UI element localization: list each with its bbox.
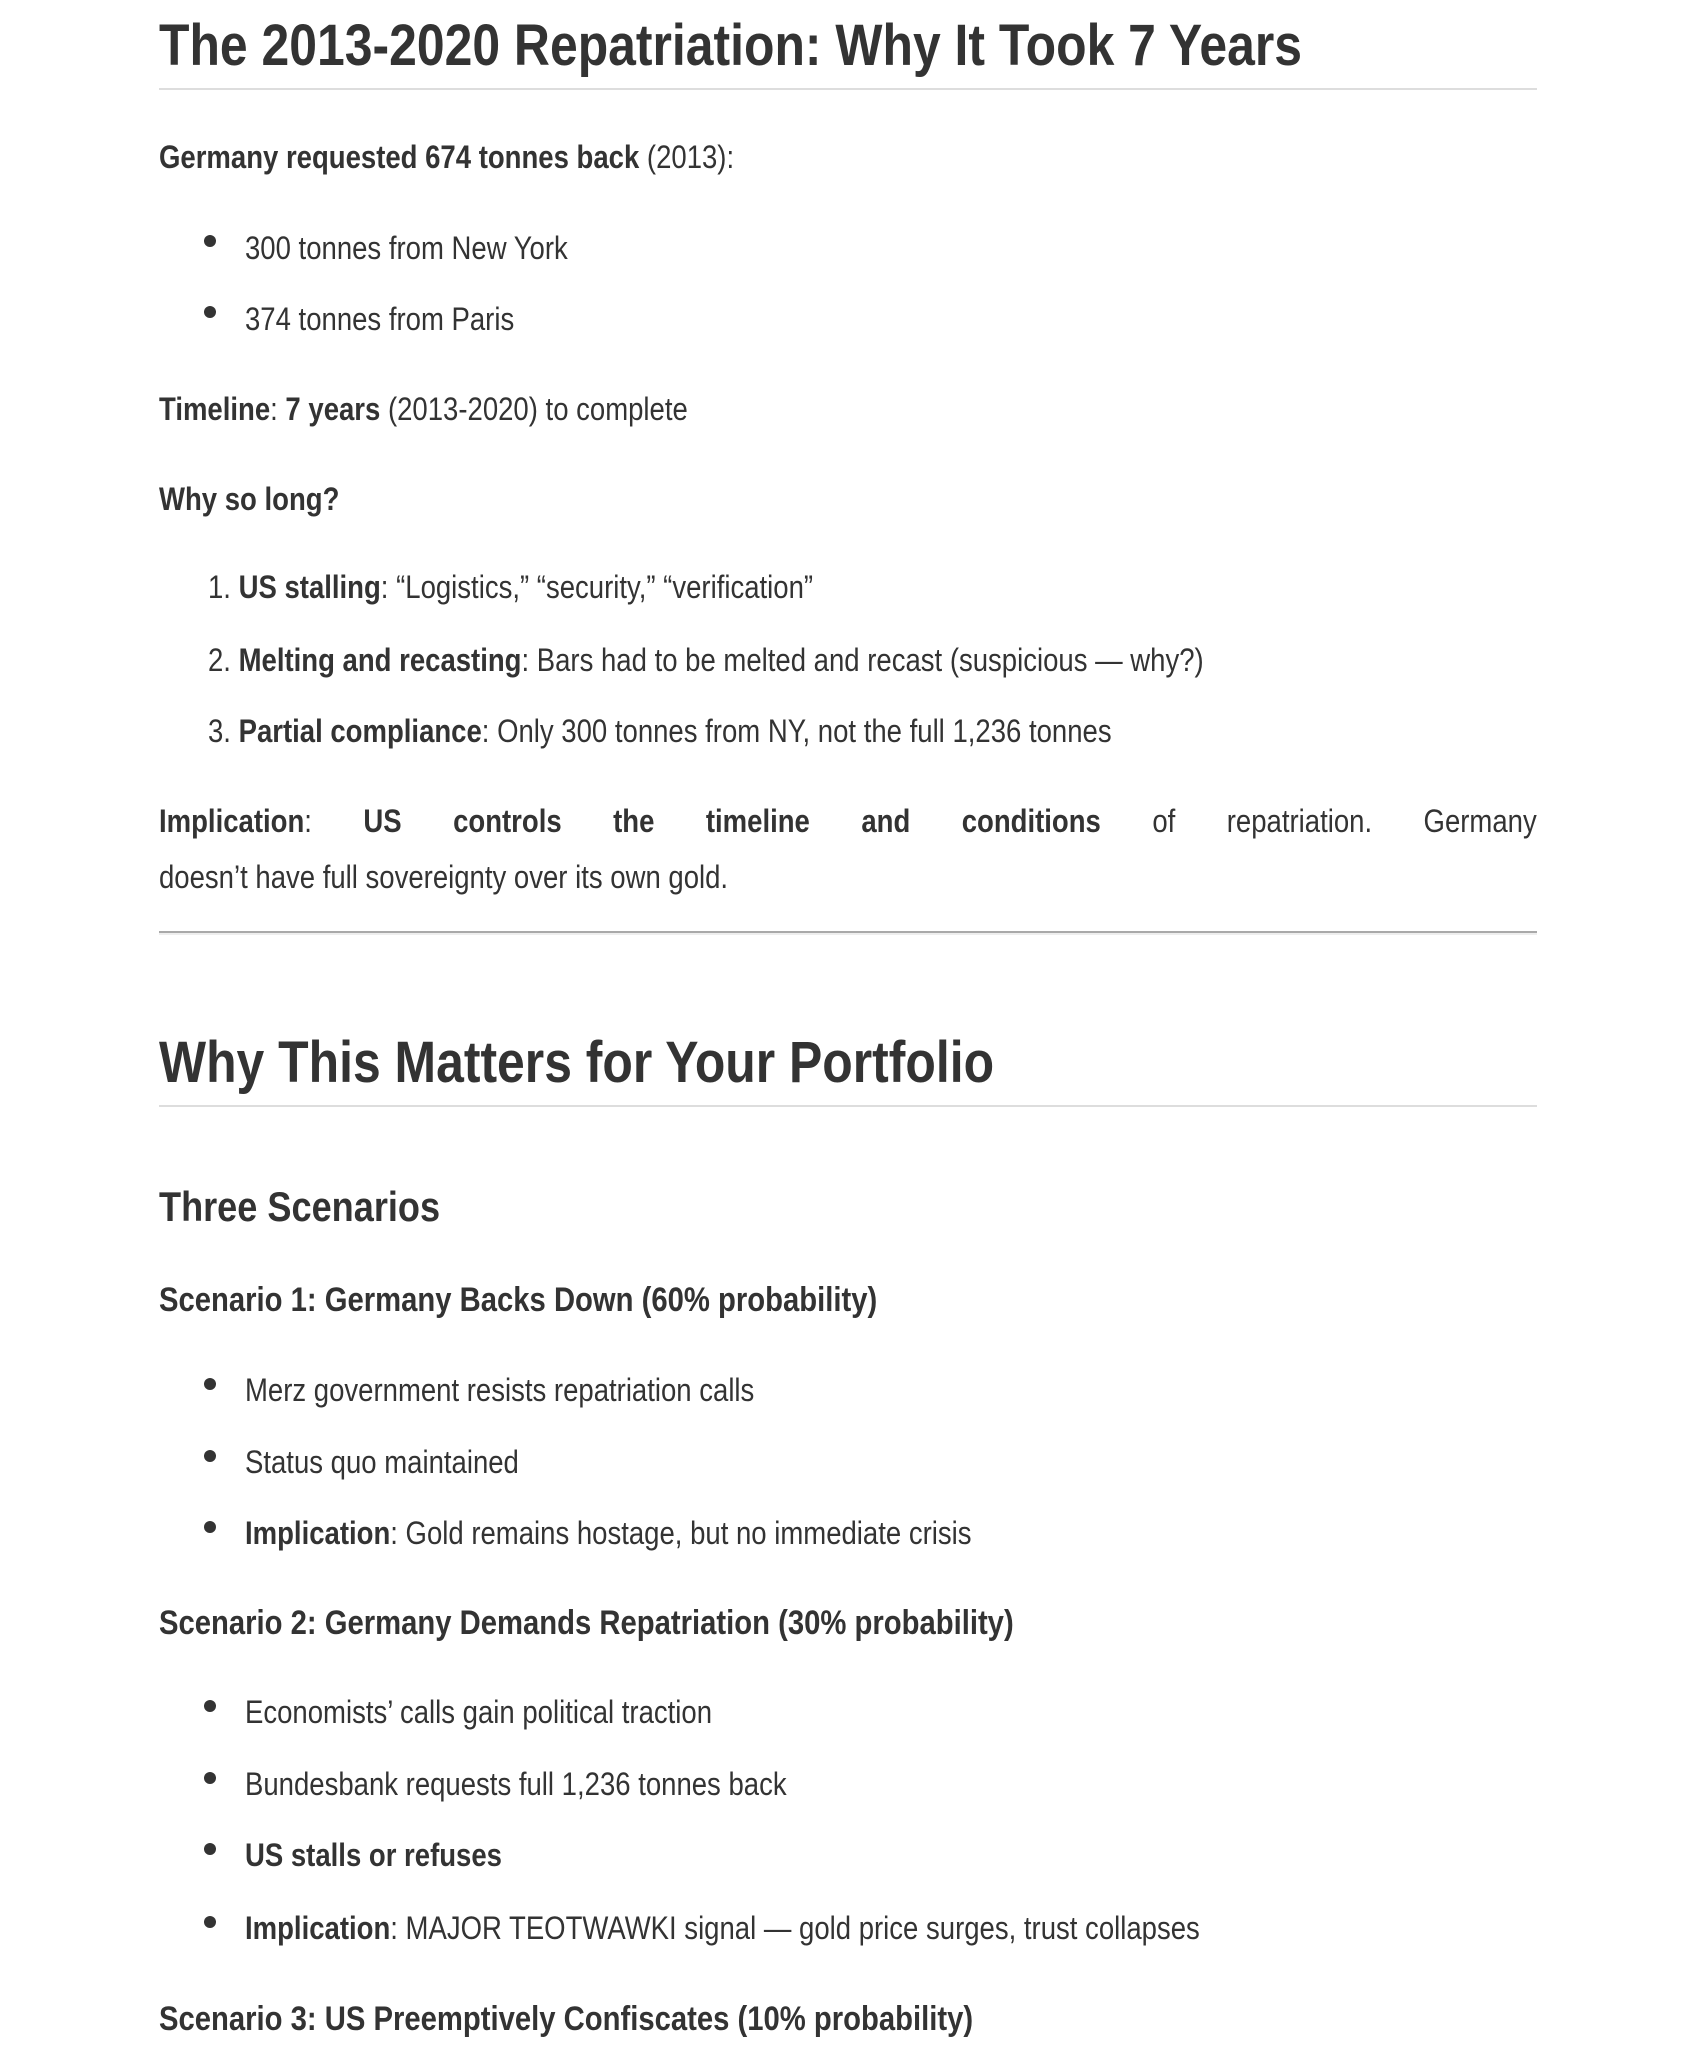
implication-rest: of repatriation. Germany — [1100, 803, 1537, 839]
timeline-sep: : — [270, 391, 286, 427]
ordered-list-item — [208, 571, 813, 603]
implication-bold: US controls the timeline and conditions — [363, 803, 1101, 839]
request-bold: Germany requested 674 tonnes back — [159, 139, 640, 175]
request-year: (2013): — [639, 139, 735, 175]
list-item: 374 tonnes from Paris — [245, 301, 515, 337]
item-text: Economists’ calls gain political traction — [245, 1694, 713, 1730]
list-item — [245, 1839, 502, 1871]
scenario-1-heading: Scenario 1: Germany Backs Down (60% probability) — [159, 1281, 878, 1319]
timeline-label: Timeline — [159, 391, 271, 427]
bullet-icon — [204, 1843, 216, 1855]
bullet-icon — [204, 306, 216, 318]
title-underline — [159, 1105, 1537, 1107]
request-paragraph — [159, 141, 734, 173]
item-text: Bundesbank requests full 1,236 tonnes back — [245, 1766, 787, 1802]
section-title-portfolio: Why This Matters for Your Portfolio — [159, 1030, 995, 1095]
section-divider — [159, 931, 1537, 935]
implication-line-2: doesn’t have full sovereignty over its own gold. — [159, 859, 729, 895]
section-title-repatriation: The 2013-2020 Repatriation: Why It Took 7 Years — [159, 13, 1303, 78]
scenario-2-heading: Scenario 2: Germany Demands Repatriation (30% probability) — [159, 1604, 1014, 1642]
three-scenarios-heading: Three Scenarios — [159, 1183, 441, 1230]
bullet-icon — [204, 1521, 216, 1533]
bullet-icon — [204, 1916, 216, 1928]
list-item — [245, 1696, 712, 1728]
reason-text: : Only 300 tonnes from NY, not the full 1,236 tonnes — [481, 713, 1112, 749]
item-bold: Implication — [245, 1515, 391, 1551]
item-bold: US stalls or refuses — [245, 1837, 502, 1873]
implication-line-1 — [159, 805, 1537, 837]
timeline-paragraph — [159, 393, 688, 425]
reason-text: : “Logistics,” “security,” “verification” — [380, 569, 814, 605]
item-text: : Gold remains hostage, but no immediate crisis — [390, 1515, 972, 1551]
item-text: Merz government resists repatriation calls — [245, 1372, 755, 1408]
why-so-long-heading — [159, 483, 339, 515]
list-item — [245, 1912, 1200, 1944]
timeline-value: 7 years — [285, 391, 381, 427]
implication-sep: : — [304, 803, 364, 839]
ordered-list-item — [208, 644, 1204, 676]
timeline-rest: (2013-2020) to complete — [380, 391, 688, 427]
reason-title: Partial compliance — [238, 713, 482, 749]
list-item: 300 tonnes from New York — [245, 230, 568, 266]
item-text: : MAJOR TEOTWAWKI signal — gold price surges, trust collapses — [390, 1910, 1200, 1946]
implication-label: Implication — [159, 803, 305, 839]
list-item — [245, 1517, 971, 1549]
reason-title: Melting and recasting — [238, 642, 522, 678]
list-item — [245, 1768, 787, 1800]
list-number: 2. — [208, 642, 231, 678]
ordered-list-item — [208, 715, 1112, 747]
item-text: Status quo maintained — [245, 1444, 519, 1480]
list-item — [245, 1374, 754, 1406]
reason-text: : Bars had to be melted and recast (suspicious — why?) — [521, 642, 1204, 678]
title-underline — [159, 88, 1537, 90]
bullet-icon — [204, 1450, 216, 1462]
bullet-icon — [204, 1700, 216, 1712]
why-so-long-text: Why so long? — [159, 481, 340, 517]
scenario-3-heading: Scenario 3: US Preemptively Confiscates (10% probability) — [159, 2000, 974, 2038]
reason-title: US stalling — [238, 569, 381, 605]
bullet-icon — [204, 1772, 216, 1784]
list-number: 1. — [208, 569, 231, 605]
list-number: 3. — [208, 713, 231, 749]
item-bold: Implication — [245, 1910, 391, 1946]
bullet-icon — [204, 1378, 216, 1390]
list-item — [245, 1446, 519, 1478]
bullet-icon — [204, 235, 216, 247]
